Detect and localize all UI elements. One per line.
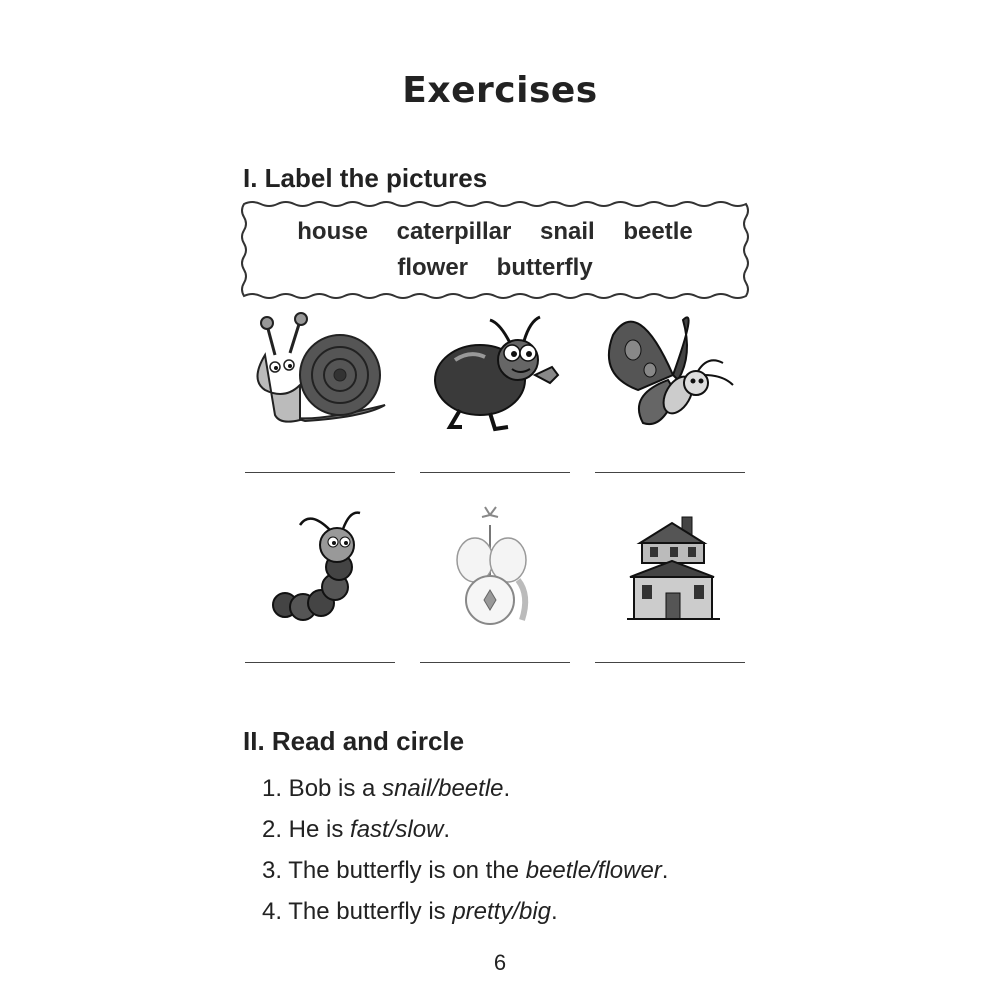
item-end: . <box>551 898 558 925</box>
list-item <box>262 850 668 891</box>
snail-icon <box>245 305 395 435</box>
flower-picture <box>430 505 580 635</box>
item-end: . <box>661 857 669 884</box>
beetle-picture <box>420 305 570 435</box>
item-text: 1. Bob is a <box>262 775 383 802</box>
house-picture <box>612 505 762 635</box>
word-bank-box <box>238 198 752 302</box>
caterpillar-icon <box>255 505 385 635</box>
item-text: 4. The butterfly is <box>262 898 453 925</box>
page-number: 6 <box>493 950 507 975</box>
house-icon <box>612 505 732 635</box>
answer-line-5[interactable] <box>420 662 570 663</box>
flower-icon <box>430 505 560 635</box>
answer-line-2[interactable] <box>420 472 570 473</box>
page-title: Exercises <box>402 70 598 111</box>
section-1-heading: I. Label the pictures <box>243 163 488 193</box>
circle-options[interactable]: beetle/flower <box>525 857 662 884</box>
wavy-border <box>238 198 752 302</box>
butterfly-icon <box>598 305 748 435</box>
item-end: . <box>443 816 451 843</box>
item-text: 3. The butterfly is on the <box>262 857 526 884</box>
list-item <box>262 891 668 932</box>
item-text: 2. He is <box>262 816 351 843</box>
circle-options[interactable]: pretty/big <box>452 898 552 925</box>
beetle-icon <box>420 305 570 435</box>
circle-options[interactable]: snail/beetle <box>382 775 504 802</box>
answer-line-1[interactable] <box>245 472 395 473</box>
item-end: . <box>503 775 511 802</box>
list-item <box>262 768 668 809</box>
answer-line-4[interactable] <box>245 662 395 663</box>
word-bank-row-2: flower butterfly <box>397 254 593 281</box>
read-and-circle-list <box>262 768 668 932</box>
answer-line-3[interactable] <box>595 472 745 473</box>
section-2-heading: II. Read and circle <box>243 726 465 756</box>
circle-options[interactable]: fast/slow <box>350 816 444 843</box>
answer-line-6[interactable] <box>595 662 745 663</box>
caterpillar-picture <box>255 505 405 635</box>
snail-picture <box>245 305 395 435</box>
list-item <box>262 809 668 850</box>
butterfly-picture <box>598 305 748 435</box>
word-bank-row-1: house caterpillar snail beetle <box>297 218 693 245</box>
